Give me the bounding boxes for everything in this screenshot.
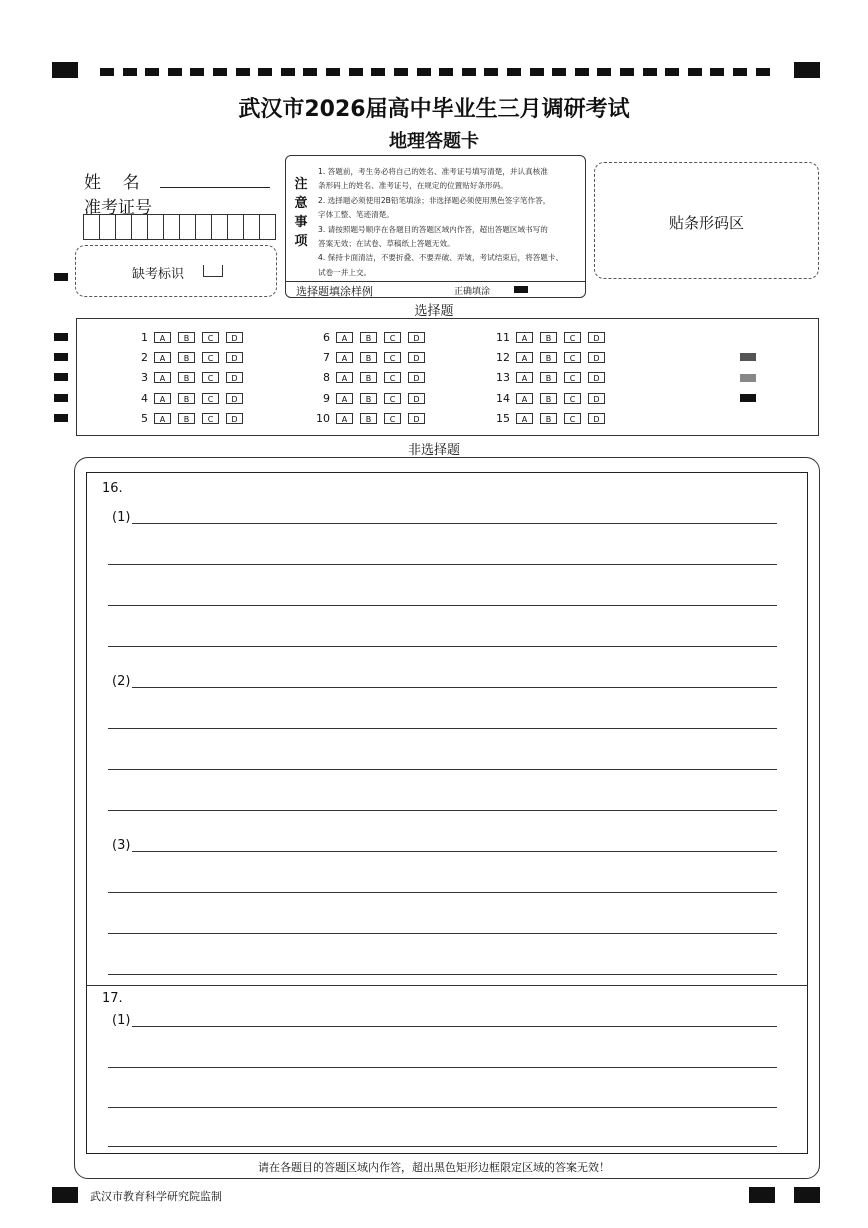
timing-dash [168, 68, 182, 76]
timing-dash [100, 68, 114, 76]
timing-mark-bottom-right-1 [749, 1187, 775, 1203]
timing-dash [417, 68, 431, 76]
id-digit-cell[interactable] [100, 215, 116, 239]
choice-option-bubble[interactable]: B [178, 372, 195, 383]
choice-question [310, 370, 432, 384]
timing-mark-bottom-left [52, 1187, 78, 1203]
choice-option-bubble[interactable]: D [408, 413, 425, 424]
timing-dash [258, 68, 272, 76]
timing-dash [190, 68, 204, 76]
timing-dash [326, 68, 340, 76]
choice-question [490, 330, 612, 344]
side-mark [54, 373, 68, 381]
question-17-part-1: (1) [112, 1013, 131, 1028]
choice-option-bubble[interactable]: D [588, 413, 605, 424]
answer-region[interactable] [86, 472, 808, 1154]
notice-line: 条形码上的姓名、准考证号，在规定的位置贴好条形码。 [318, 181, 508, 191]
choice-option-bubble[interactable]: A [516, 372, 533, 383]
choice-question-number: 13 [496, 370, 510, 384]
id-digit-cell[interactable] [228, 215, 244, 239]
calibration-mark-black [740, 394, 756, 402]
nonchoice-section-title: 非选择题 [407, 443, 460, 458]
choice-question [310, 350, 432, 364]
choice-option-bubble[interactable]: B [540, 372, 557, 383]
choice-question-number: 9 [323, 391, 330, 405]
question-divider [86, 985, 808, 986]
calibration-mark-dark [740, 353, 756, 361]
example-label: 选择题填涂样例 [296, 285, 373, 298]
choice-question [310, 391, 432, 405]
choice-question-number: 6 [323, 330, 330, 344]
choice-question [310, 411, 432, 425]
choice-option-bubble[interactable]: B [540, 352, 557, 363]
notice-heading-char: 事 [294, 215, 308, 230]
answer-line [108, 646, 777, 647]
notice-divider [286, 281, 585, 282]
choice-option-bubble[interactable]: D [588, 372, 605, 383]
id-number-grid[interactable] [83, 214, 276, 240]
choice-option-bubble[interactable]: C [564, 393, 581, 404]
choice-option-bubble[interactable]: C [202, 332, 219, 343]
choice-option-bubble[interactable]: B [360, 352, 377, 363]
answer-line [108, 605, 777, 606]
choice-question-number: 11 [496, 330, 510, 344]
choice-question-number: 14 [496, 391, 510, 405]
timing-dash [756, 68, 770, 76]
answer-line [108, 933, 777, 934]
choice-option-bubble[interactable]: C [564, 372, 581, 383]
choice-option-bubble[interactable]: A [336, 413, 353, 424]
timing-dash [145, 68, 159, 76]
side-mark [54, 353, 68, 361]
answer-line [108, 769, 777, 770]
choice-question-number: 15 [496, 411, 510, 425]
side-mark [54, 394, 68, 402]
name-label: 姓 名 [84, 173, 140, 193]
notice-line: 4. 保持卡面清洁，不要折叠、不要弄破、弄皱，考试结束后，将答题卡、 [318, 253, 564, 263]
choice-option-bubble[interactable]: A [516, 413, 533, 424]
choice-option-bubble[interactable]: C [384, 393, 401, 404]
choice-option-bubble[interactable]: D [226, 352, 243, 363]
choice-option-bubble[interactable]: B [360, 413, 377, 424]
timing-mark-bottom-right-2 [794, 1187, 820, 1203]
choice-option-bubble[interactable]: D [408, 332, 425, 343]
notice-line: 试卷一并上交。 [318, 267, 372, 277]
choice-option-bubble[interactable]: B [360, 372, 377, 383]
choice-option-bubble[interactable]: D [408, 352, 425, 363]
notice-line: 答案无效；在试卷、草稿纸上答题无效。 [318, 239, 455, 249]
choice-option-bubble[interactable]: B [178, 332, 195, 343]
choice-option-bubble[interactable]: A [154, 413, 171, 424]
timing-dash [552, 68, 566, 76]
timing-dash [620, 68, 634, 76]
notice-line: 2. 选择题必须使用2B铅笔填涂；非选择题必须使用黑色签字笔作答， [318, 195, 551, 205]
choice-question-number: 12 [496, 350, 510, 364]
name-field[interactable] [160, 167, 270, 188]
choice-option-bubble[interactable]: B [360, 393, 377, 404]
choice-option-bubble[interactable]: A [336, 332, 353, 343]
timing-dash [281, 68, 295, 76]
choice-option-bubble[interactable]: A [516, 352, 533, 363]
timing-dash [236, 68, 250, 76]
choice-section-title: 选择题 [414, 304, 454, 319]
timing-dash [213, 68, 227, 76]
timing-dash [349, 68, 363, 76]
choice-option-bubble[interactable]: D [588, 332, 605, 343]
choice-question-number: 4 [141, 391, 148, 405]
answer-line [108, 564, 777, 565]
answer-line [108, 1067, 777, 1068]
notice-text [318, 165, 580, 280]
notice-heading [291, 175, 311, 251]
choice-option-bubble[interactable]: A [336, 372, 353, 383]
question-16-part-1: (1) [112, 510, 131, 525]
choice-option-bubble[interactable]: A [516, 393, 533, 404]
timing-dash [733, 68, 747, 76]
answer-warning: 请在各题目的答题区域内作答，超出黑色矩形边框限定区域的答案无效！ [258, 1161, 610, 1174]
notice-line: 字体工整、笔迹清楚。 [318, 210, 394, 220]
timing-dash [507, 68, 521, 76]
choice-option-bubble[interactable]: A [154, 393, 171, 404]
choice-option-bubble[interactable]: C [564, 413, 581, 424]
answer-line [108, 974, 777, 975]
footer-org: 武汉市教育科学研究院监制 [90, 1190, 222, 1203]
notice-heading-char: 注 [294, 177, 308, 192]
timing-dash [303, 68, 317, 76]
choice-option-bubble[interactable]: D [226, 372, 243, 383]
answer-line [108, 810, 777, 811]
answer-line [132, 687, 777, 688]
choice-option-bubble[interactable]: B [178, 393, 195, 404]
side-mark [54, 414, 68, 422]
choice-question [128, 330, 250, 344]
question-16-part-2: (2) [112, 674, 131, 689]
choice-option-bubble[interactable]: B [540, 413, 557, 424]
choice-option-bubble[interactable]: C [202, 372, 219, 383]
choice-question [128, 350, 250, 364]
choice-option-bubble[interactable]: C [384, 332, 401, 343]
choice-option-bubble[interactable]: B [178, 352, 195, 363]
answer-line [132, 1026, 777, 1027]
choice-option-bubble[interactable]: A [336, 393, 353, 404]
id-digit-cell[interactable] [116, 215, 132, 239]
notice-heading-char: 意 [294, 196, 308, 211]
choice-question [128, 411, 250, 425]
timing-dash [575, 68, 589, 76]
timing-mark-top-left [52, 62, 78, 78]
absent-label: 缺考标识 [132, 267, 185, 282]
choice-option-bubble[interactable]: C [384, 372, 401, 383]
id-digit-cell[interactable] [196, 215, 212, 239]
choice-question-number: 10 [316, 411, 330, 425]
answer-line [108, 892, 777, 893]
correct-fill-sample [514, 286, 528, 293]
choice-option-bubble[interactable]: A [154, 372, 171, 383]
exam-title: 武汉市2026届高中毕业生三月调研考试 [238, 97, 630, 122]
barcode-label: 贴条形码区 [668, 214, 744, 232]
notice-heading-char: 项 [294, 234, 308, 249]
choice-question [128, 391, 250, 405]
choice-option-bubble[interactable]: C [384, 352, 401, 363]
timing-dash [484, 68, 498, 76]
choice-question [490, 411, 612, 425]
choice-option-bubble[interactable]: D [588, 352, 605, 363]
side-mark [54, 333, 68, 341]
choice-option-bubble[interactable]: D [588, 393, 605, 404]
correct-label: 正确填涂 [454, 287, 491, 297]
choice-question [490, 391, 612, 405]
id-digit-cell[interactable] [132, 215, 148, 239]
card-subtitle: 地理答题卡 [389, 131, 479, 152]
choice-question-number: 2 [141, 350, 148, 364]
choice-option-bubble[interactable]: C [564, 332, 581, 343]
choice-option-bubble[interactable]: C [202, 352, 219, 363]
timing-track-top [100, 68, 770, 76]
answer-line [108, 728, 777, 729]
timing-dash [462, 68, 476, 76]
timing-dash [597, 68, 611, 76]
id-digit-cell[interactable] [212, 215, 228, 239]
choice-option-bubble[interactable]: C [564, 352, 581, 363]
choice-option-bubble[interactable]: C [202, 413, 219, 424]
calibration-mark-light [740, 374, 756, 382]
choice-option-bubble[interactable]: B [360, 332, 377, 343]
id-digit-cell[interactable] [148, 215, 164, 239]
timing-dash [439, 68, 453, 76]
choice-question [128, 370, 250, 384]
choice-option-bubble[interactable]: D [408, 393, 425, 404]
id-digit-cell[interactable] [244, 215, 260, 239]
choice-question [490, 350, 612, 364]
answer-line [132, 851, 777, 852]
choice-option-bubble[interactable]: A [516, 332, 533, 343]
choice-question [490, 370, 612, 384]
answer-line [108, 1107, 777, 1108]
choice-option-bubble[interactable]: B [540, 393, 557, 404]
id-digit-cell[interactable] [260, 215, 275, 239]
id-digit-cell[interactable] [180, 215, 196, 239]
question-16-number: 16. [102, 481, 123, 496]
choice-question-number: 5 [141, 411, 148, 425]
id-label: 准考证号 [84, 198, 152, 218]
choice-question-number: 3 [141, 370, 148, 384]
question-16-part-3: (3) [112, 838, 131, 853]
choice-option-bubble[interactable]: D [226, 332, 243, 343]
choice-option-bubble[interactable]: D [226, 393, 243, 404]
choice-question [310, 330, 432, 344]
answer-line [108, 1146, 777, 1147]
choice-option-bubble[interactable]: B [178, 413, 195, 424]
timing-dash [530, 68, 544, 76]
absent-checkbox[interactable] [203, 265, 223, 277]
choice-question-number: 8 [323, 370, 330, 384]
choice-option-bubble[interactable]: C [202, 393, 219, 404]
choice-option-bubble[interactable]: A [154, 332, 171, 343]
timing-dash [123, 68, 137, 76]
id-digit-cell[interactable] [164, 215, 180, 239]
choice-option-bubble[interactable]: C [384, 413, 401, 424]
side-mark-absent [54, 273, 68, 281]
choice-option-bubble[interactable]: D [408, 372, 425, 383]
timing-mark-top-right [794, 62, 820, 78]
choice-question-number: 7 [323, 350, 330, 364]
choice-option-bubble[interactable]: A [154, 352, 171, 363]
notice-line: 1. 答题前，考生务必将自己的姓名、准考证号填写清楚，并认真核准 [318, 167, 548, 176]
notice-line: 3. 请按照题号顺序在各题目的答题区域内作答，超出答题区域书写的 [318, 224, 548, 234]
choice-option-bubble[interactable]: A [336, 352, 353, 363]
timing-dash [665, 68, 679, 76]
question-17-number: 17. [102, 991, 123, 1006]
choice-option-bubble[interactable]: B [540, 332, 557, 343]
choice-question-number: 1 [141, 330, 148, 344]
timing-dash [643, 68, 657, 76]
choice-option-bubble[interactable]: D [226, 413, 243, 424]
timing-dash [394, 68, 408, 76]
answer-line [132, 523, 777, 524]
id-digit-cell[interactable] [84, 215, 100, 239]
timing-dash [688, 68, 702, 76]
timing-dash [710, 68, 724, 76]
timing-dash [371, 68, 385, 76]
